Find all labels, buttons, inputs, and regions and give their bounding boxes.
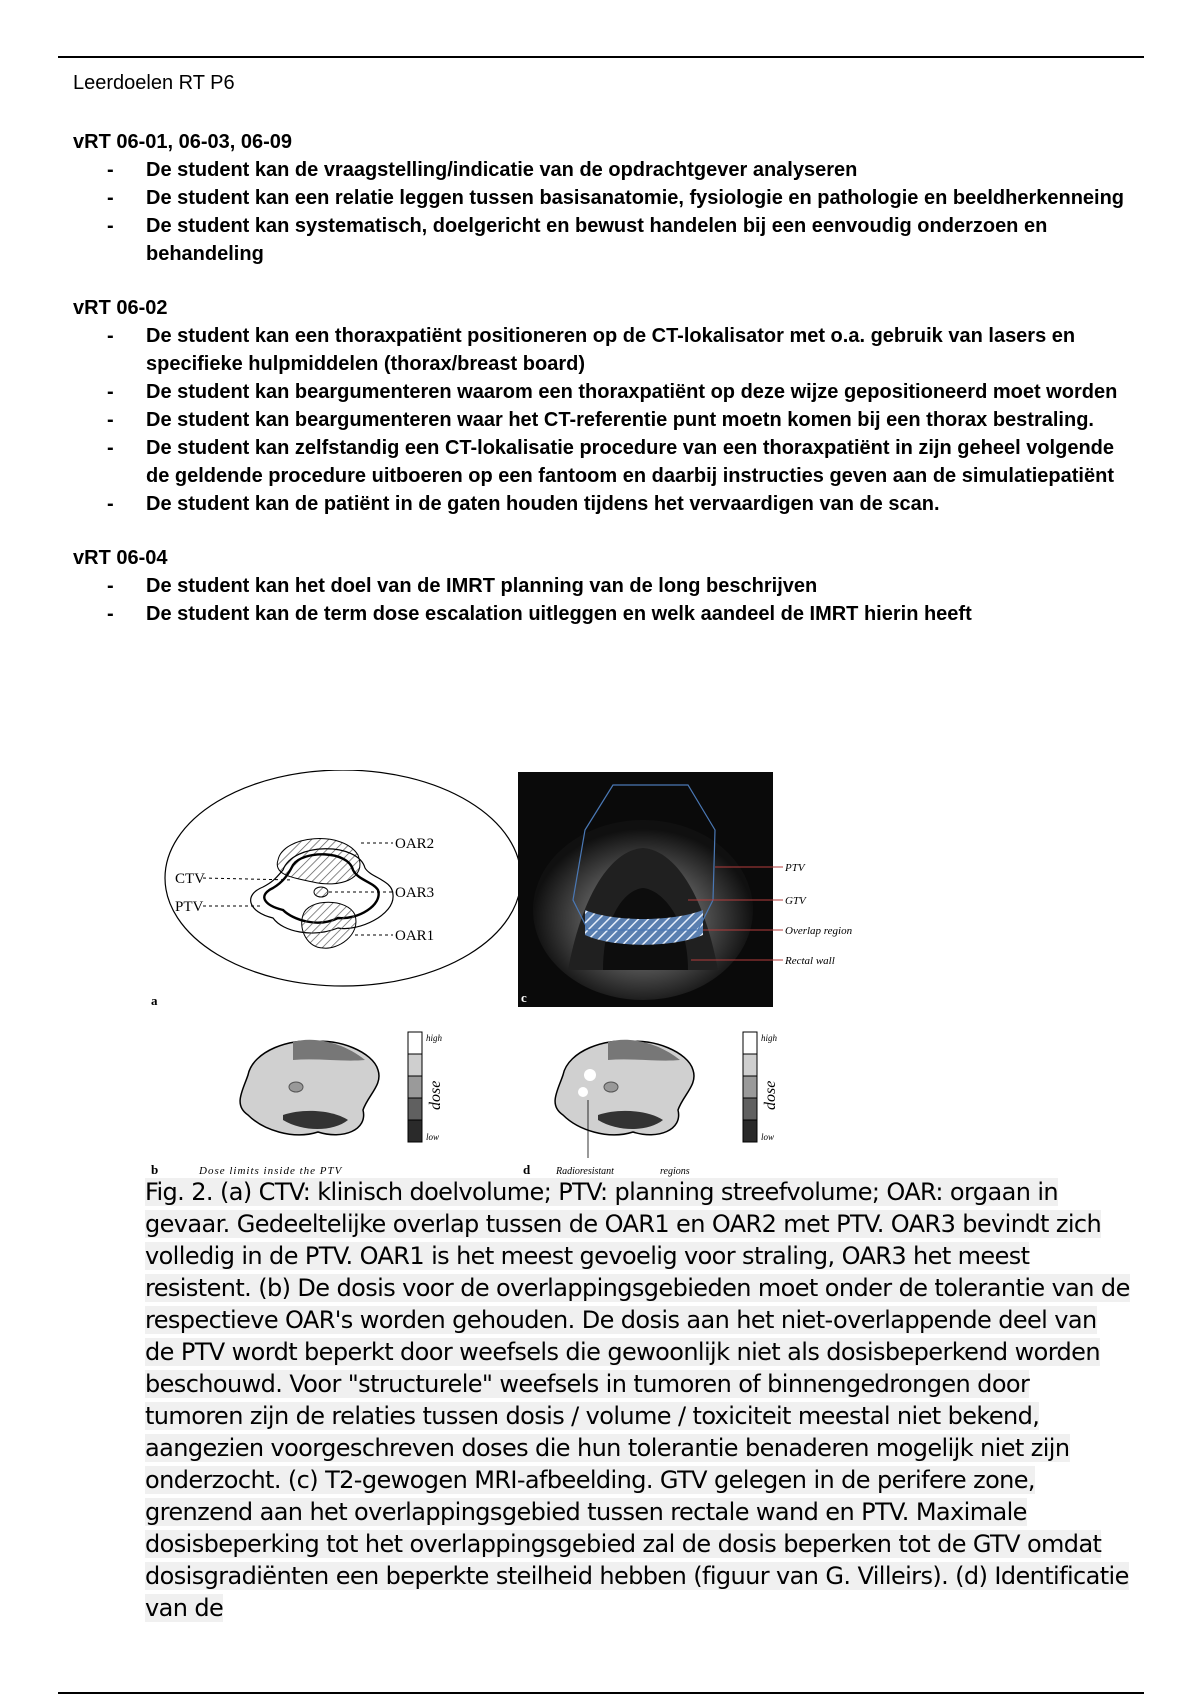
section-vrt-06-01	[73, 128, 1133, 268]
label-overlap: Overlap region	[785, 925, 853, 937]
scale-low: low	[426, 1132, 440, 1142]
top-rule	[58, 56, 1144, 58]
section-title: vRT 06-02	[73, 297, 168, 319]
list-item: - De student kan de term dose escalation uitleggen en welk aandeel de IMRT hierin heeft	[107, 603, 972, 625]
figure-2	[143, 770, 873, 1178]
list-item: - De student kan de patiënt in de gaten houden tijdens het vervaardigen van de scan.	[107, 493, 940, 515]
scale-label: dose	[427, 1080, 444, 1110]
figure-panels	[143, 770, 873, 1178]
list-item: - De student kan een relatie leggen tussen basisanatomie, fysiologie en pathologie en beeldherkenneing	[107, 187, 1125, 209]
scale-label: dose	[762, 1080, 779, 1110]
scale-high: high	[761, 1033, 778, 1043]
list-item: - De student kan beargumenteren waar het CT-referentie punt moetn komen bij een thorax bestraling.	[107, 409, 1094, 431]
panel-letter: d	[523, 1162, 531, 1177]
list-item: - De student kan de vraagstelling/indicatie van de opdrachtgever analyseren	[107, 159, 858, 181]
list-item: - De student kan beargumenteren waarom een thoraxpatiënt op deze wijze gepositioneerd moet worden	[107, 381, 1118, 403]
label-gtv: GTV	[785, 895, 806, 907]
bottom-rule	[58, 1692, 1144, 1694]
section-title: vRT 06-01, 06-03, 06-09	[73, 131, 293, 153]
panel-d	[523, 1032, 779, 1177]
list-item: - De student kan het doel van de IMRT planning van de long beschrijven	[107, 575, 818, 597]
panel-b-caption: Dose limits inside the PTV	[199, 1165, 343, 1177]
panel-d-caption-right: regions	[660, 1166, 690, 1177]
panel-c	[518, 772, 853, 1007]
list-item: - De student kan een thoraxpatiënt positioneren op de CT-lokalisator met o.a. gebruik van lasers en specifieke hulpmiddelen (thorax/breast board)	[107, 325, 1076, 375]
section-title: vRT 06-04	[73, 547, 168, 569]
scale-high: high	[426, 1033, 443, 1043]
panel-d-caption-left: Radioresistant	[556, 1166, 614, 1177]
panel-letter: c	[521, 990, 527, 1005]
panel-a	[151, 770, 521, 1008]
label-ptv-c: PTV	[785, 862, 805, 874]
label-rectal: Rectal wall	[785, 955, 835, 967]
label-ptv: PTV	[175, 899, 204, 915]
list-item: - De student kan zelfstandig een CT-lokalisatie procedure van een thoraxpatiënt in zijn geheel volgende de geldende procedure uitboeren op een fantoom en daarbij instructies geven aan de simulatiepatiënt	[107, 437, 1114, 487]
panel-letter: b	[151, 1162, 159, 1177]
label-oar2: OAR2	[395, 836, 435, 852]
section-vrt-06-02	[73, 294, 1133, 518]
learning-objectives	[73, 128, 1133, 654]
label-ctv: CTV	[175, 871, 205, 887]
panel-b	[151, 1032, 444, 1177]
list-item: - De student kan systematisch, doelgericht en bewust handelen bij een eenvoudig onderzoen en behandeling	[107, 215, 1048, 265]
label-oar1: OAR1	[395, 928, 435, 944]
page-header: Leerdoelen RT P6	[73, 72, 235, 94]
label-oar3: OAR3	[395, 885, 435, 901]
panel-letter: a	[151, 993, 158, 1008]
scale-low: low	[761, 1132, 775, 1142]
figure-caption: Fig. 2. (a) CTV: klinisch doelvolume; PTV: planning streefvolume; OAR: orgaan in gevaar. Gedeeltelijke overlap tussen de OAR1 en OAR2 met PTV. OAR3 bevindt zich volledig in de PTV. OAR1 is het meest gevoelig voor straling, OAR3 het meest resistent. (b) De dosis voor de overlappingsgebieden moet onder de tolerantie van de respectieve OAR's worden gehouden. De dosis aan het niet-overlappende deel van de PTV wordt beperkt door weefsels die gewoonlijk niet als dosisbeperkend worden beschouwd. Voor "structurele" weefsels in tumoren of binnengedrongen door tumoren zijn de relaties tussen dosis / volume / toxiciteit meestal niet bekend, aangezien voorgeschreven doses die hun tolerantie benaderen mogelijk niet zijn onderzocht. (c) T2-gewogen MRI-afbeelding. GTV gelegen in de perifere zone, grenzend aan het overlappingsgebied tussen rectale wand en PTV. Maximale dosisbeperking tot het overlappingsgebied zal de dosis beperken tot de GTV omdat dosisgradiënten een beperkte steilheid hebben (figuur van G. Villeirs). (d) Identificatie van de	[145, 1178, 1130, 1622]
section-vrt-06-04	[73, 544, 1133, 628]
